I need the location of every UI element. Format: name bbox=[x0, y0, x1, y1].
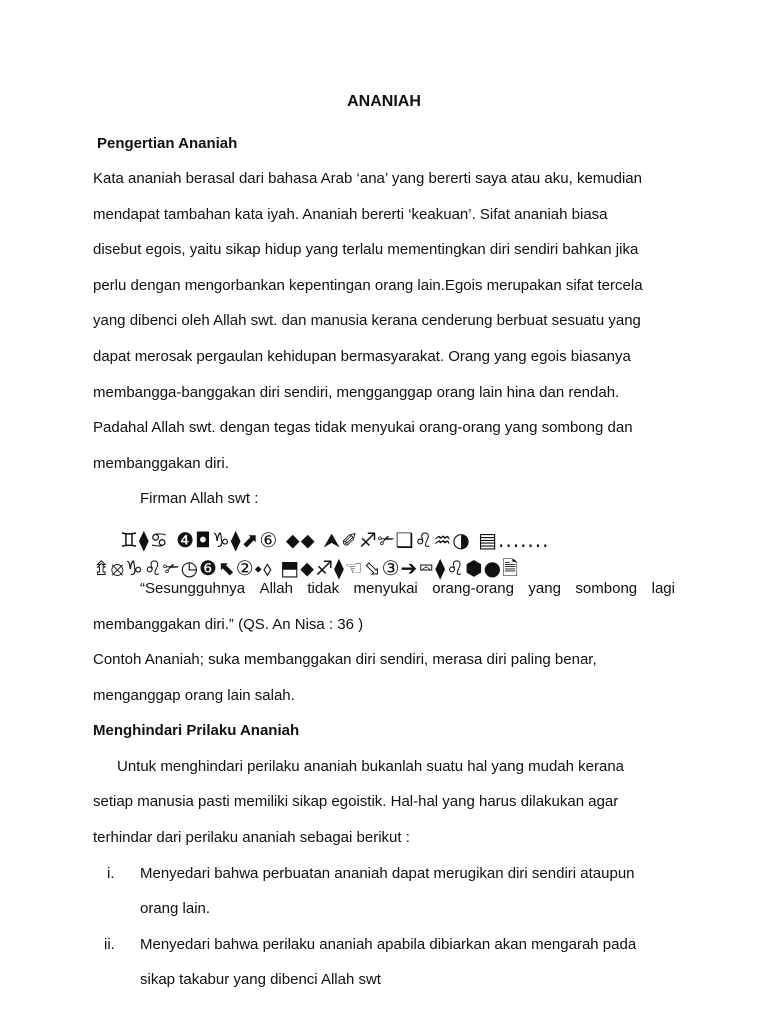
paragraph-line: disebut egois, yaitu sikap hidup yang terlalu mementingkan diri sendiri bahkan jika bbox=[93, 241, 639, 258]
paragraph-line: yang dibenci oleh Allah swt. dan manusia kerana cenderung berbuat sesuatu yang bbox=[93, 312, 641, 329]
heading-pengertian: Pengertian Ananiah bbox=[97, 135, 238, 152]
heading-menghindari: Menghindari Prilaku Ananiah bbox=[93, 722, 300, 739]
translation-word: tidak bbox=[307, 580, 340, 597]
list-item-line: sikap takabur yang dibenci Allah swt bbox=[140, 971, 381, 988]
list-number: ii. bbox=[104, 936, 115, 953]
firman-label: Firman Allah swt : bbox=[140, 490, 259, 507]
translation-word: menyukai bbox=[353, 580, 418, 597]
paragraph-line: mendapat tambahan kata iyah. Ananiah bererti ‘keakuan’. Sifat ananiah biasa bbox=[93, 206, 608, 223]
list-number: i. bbox=[107, 865, 115, 882]
list-item-line: Menyedari bahwa perbuatan ananiah dapat merugikan diri sendiri ataupun bbox=[140, 865, 635, 882]
document-title: ANANIAH bbox=[347, 93, 421, 110]
translation-word: sombong bbox=[575, 580, 638, 597]
contoh-line: Contoh Ananiah; suka membanggakan diri sendiri, merasa diri paling benar, bbox=[93, 651, 597, 668]
translation-word: “Sesungguhnya bbox=[140, 580, 246, 597]
arabic-verse-line: ♊⧫♋ ❹◘♑⧫⬈⑥ ⬥⬥ ⮝✐♐✃❑♌♒◑ ▤....... bbox=[120, 528, 550, 552]
contoh-line: menganggap orang lain salah. bbox=[93, 687, 295, 704]
paragraph-line: Padahal Allah swt. dengan tegas tidak menyukai orang-orang yang sombong dan bbox=[93, 419, 633, 436]
paragraph-line: Untuk menghindari perilaku ananiah bukanlah suatu hal yang mudah kerana bbox=[117, 758, 625, 775]
paragraph-line: membanggakan diri. bbox=[93, 455, 229, 472]
translation-line bbox=[140, 580, 675, 598]
arabic-verse-line: ⇯⦻♑♌✃◷❻⬉②⬩⬨ ⬒⬥♐⧫☜⬂③➔⮹⧫♌⬢●🗎 bbox=[93, 556, 520, 580]
paragraph-line: Kata ananiah berasal dari bahasa Arab ‘ana’ yang bererti saya atau aku, kemudian bbox=[93, 170, 642, 187]
paragraph-line: dapat merosak pergaulan kehidupan bermasyarakat. Orang yang egois biasanya bbox=[93, 348, 631, 365]
paragraph-line: terhindar dari perilaku ananiah sebagai berikut : bbox=[93, 829, 410, 846]
translation-word: orang-orang bbox=[432, 580, 514, 597]
list-item-line: Menyedari bahwa perilaku ananiah apabila dibiarkan akan mengarah pada bbox=[140, 936, 637, 953]
paragraph-line: membangga-banggakan diri sendiri, mengganggap orang lain hina dan rendah. bbox=[93, 384, 620, 401]
paragraph-line: perlu dengan mengorbankan kepentingan orang lain.Egois merupakan sifat tercela bbox=[93, 277, 643, 294]
list-item-line: orang lain. bbox=[140, 900, 211, 917]
translation-word: yang bbox=[528, 580, 561, 597]
paragraph-line: setiap manusia pasti memiliki sikap egoistik. Hal-hal yang harus dilakukan agar bbox=[93, 793, 619, 810]
translation-word: lagi bbox=[651, 580, 675, 597]
translation-word: Allah bbox=[259, 580, 293, 597]
translation-line: membanggakan diri.” (QS. An Nisa : 36 ) bbox=[93, 616, 364, 633]
